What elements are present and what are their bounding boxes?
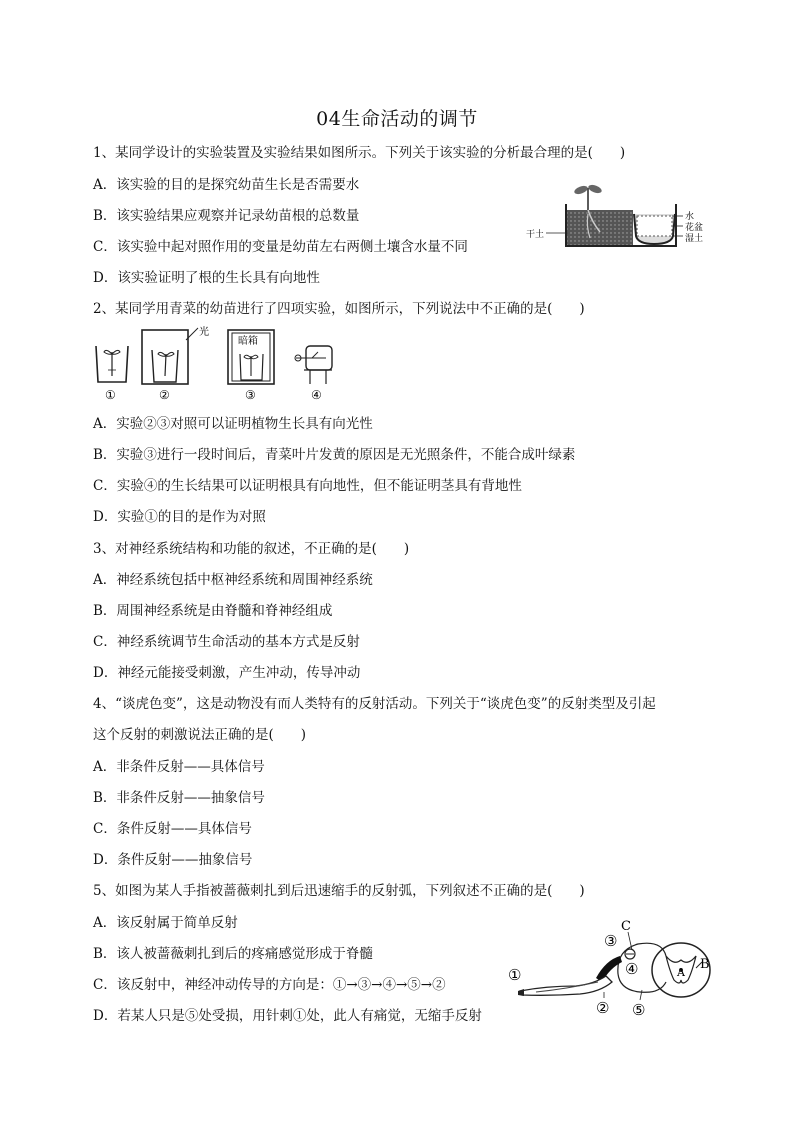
q2-figure <box>90 324 350 404</box>
q4-stem-line2: 这个反射的刺激说法正确的是( ) <box>93 727 307 743</box>
q5-label-1: ① <box>508 966 522 984</box>
q1-option-b: B．该实验结果应观察并记录幼苗根的总数量 <box>93 208 360 224</box>
q3-option-d: D．神经元能接受刺激，产生冲动，传导冲动 <box>93 665 361 681</box>
q2-label-1: ① <box>105 388 116 402</box>
q5-option-b: B．该人被蔷薇刺扎到后的疼痛感觉形成于脊髓 <box>93 946 373 962</box>
q2-option-c: C．实验④的生长结果可以证明根具有向地性，但不能证明茎具有背地性 <box>93 478 522 494</box>
q3-stem: 3、对神经系统结构和功能的叙述，不正确的是( ) <box>93 541 410 557</box>
q4-option-a: A．非条件反射——具体信号 <box>93 759 265 775</box>
q1-dry-soil-label: 干土 <box>526 230 545 240</box>
q3-option-b: B．周围神经系统是由脊髓和脊神经组成 <box>93 603 333 619</box>
q5-label-a: A <box>677 966 685 979</box>
q4-option-d: D．条件反射——抽象信号 <box>93 852 253 868</box>
q5-label-c: C <box>621 919 631 934</box>
q4-option-b: B．非条件反射——抽象信号 <box>93 790 265 806</box>
q2-option-a: A．实验②③对照可以证明植物生长具有向光性 <box>93 416 373 432</box>
q5-option-d: D．若某人只是⑤处受损，用针刺①处，此人有痛觉，无缩手反射 <box>93 1008 482 1024</box>
q5-label-4: ④ <box>625 960 639 978</box>
q5-label-3: ③ <box>604 932 618 950</box>
q1-wet-soil-label: 湿土 <box>685 234 704 244</box>
q2-label-3: ③ <box>245 388 256 402</box>
q1-figure <box>526 184 712 256</box>
q2-label-4: ④ <box>311 388 322 402</box>
q5-option-a: A．该反射属于简单反射 <box>93 915 238 931</box>
q4-option-c: C．条件反射——具体信号 <box>93 821 252 837</box>
q1-option-c: C．该实验中起对照作用的变量是幼苗左右两侧土壤含水量不同 <box>93 239 468 255</box>
q2-option-b: B．实验③进行一段时间后，青菜叶片发黄的原因是无光照条件，不能合成叶绿素 <box>93 447 576 463</box>
q2-stem: 2、某同学用青菜的幼苗进行了四项实验，如图所示，下列说法中不正确的是( ) <box>93 301 585 317</box>
q1-option-a: A．该实验的目的是探究幼苗生长是否需要水 <box>93 177 360 193</box>
q3-option-a: A．神经系统包括中枢神经系统和周围神经系统 <box>93 572 373 588</box>
q2-label-2: ② <box>159 388 170 402</box>
q2-dark-box-label: 暗箱 <box>238 336 258 347</box>
q5-label-b: B <box>700 957 710 972</box>
q4-stem-line1: 4、“谈虎色变”，这是动物没有而人类特有的反射活动。下列关于“谈虎色变”的反射类型及引起 <box>93 696 656 712</box>
q3-option-c: C．神经系统调节生命活动的基本方式是反射 <box>93 634 360 650</box>
page-title: 04生命活动的调节 <box>316 108 478 130</box>
q2-option-d: D．实验①的目的是作为对照 <box>93 509 266 525</box>
q5-label-2: ② <box>596 999 610 1017</box>
q2-light-label: 光 <box>199 327 209 338</box>
q5-stem: 5、如图为某人手指被蔷薇刺扎到后迅速缩手的反射弧，下列叙述不正确的是( ) <box>93 883 585 899</box>
q1-stem: 1、某同学设计的实验装置及实验结果如图所示。下列关于该实验的分析最合理的是( ) <box>93 145 626 161</box>
q1-pot-label: 花盆 <box>685 223 704 233</box>
q5-reflex-arc-figure <box>506 916 716 1020</box>
q1-option-d: D．该实验证明了根的生长具有向地性 <box>93 270 320 286</box>
q5-option-c: C．该反射中，神经冲动传导的方向是：①→③→④→⑤→② <box>93 977 446 993</box>
q5-label-5: ⑤ <box>632 1001 646 1019</box>
q1-water-label: 水 <box>685 212 695 222</box>
